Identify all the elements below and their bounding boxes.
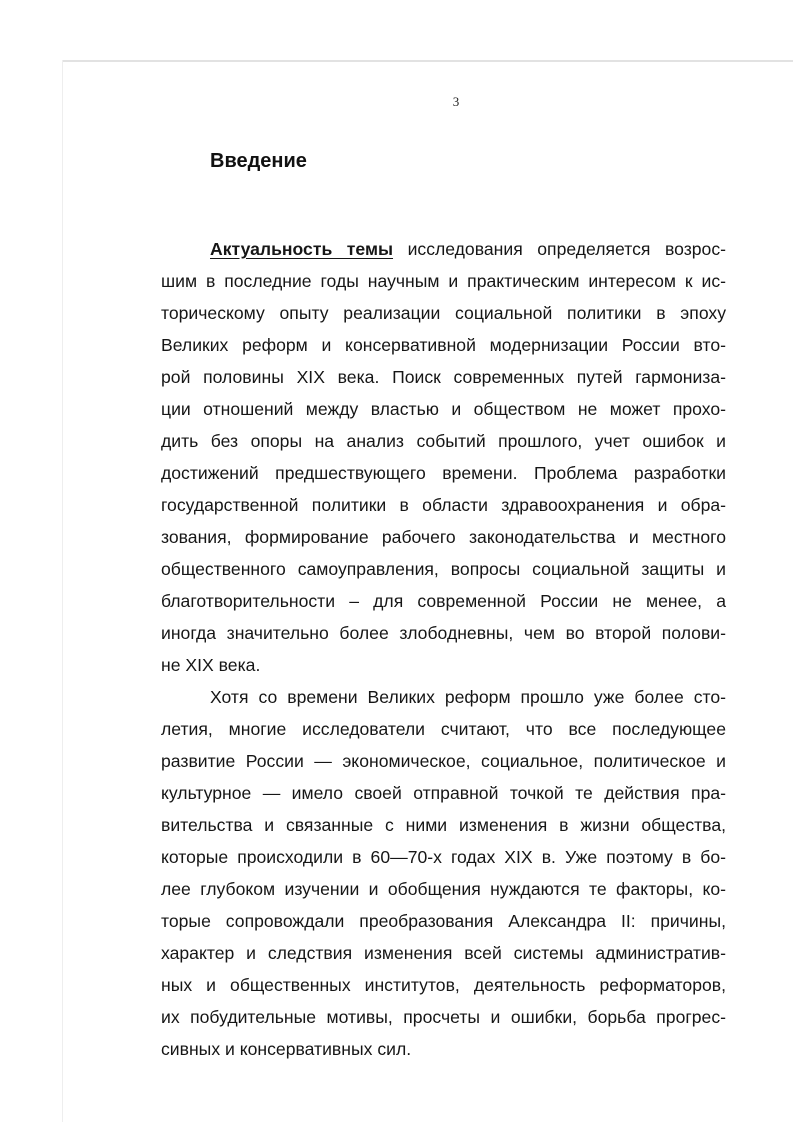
page-number: 3	[452, 94, 460, 109]
paragraph-line: ных и общественных институтов, деятельность реформаторов,	[161, 975, 726, 995]
paragraph-line: вительства и связанные с ними изменения в жизни общества,	[161, 815, 726, 835]
paragraph-line: зования, формирование рабочего законодательства и местного	[161, 527, 726, 547]
paragraph-line: достижений предшествующего времени. Проблема разработки	[161, 463, 726, 483]
paragraph-line: не XIX века.	[161, 655, 261, 675]
paragraph-line: Великих реформ и консервативной модернизации России вто-	[161, 335, 726, 355]
paragraph-line: характер и следствия изменения всей системы административ-	[161, 943, 726, 963]
paragraph-line: культурное — имело своей отправной точкой те действия пра-	[161, 783, 726, 803]
paragraph-line: лее глубоком изучении и обобщения нуждаются те факторы, ко-	[161, 879, 726, 899]
paragraph-1-line-1-text: исследования определяется возрос-	[393, 239, 726, 259]
paragraph-line: благотворительности – для современной России не менее, а	[161, 591, 726, 611]
lead-term: Актуальность темы	[210, 239, 394, 259]
paragraph-line: рой половины XIX века. Поиск современных путей гармониза-	[161, 367, 726, 387]
paragraph-line: Хотя со времени Великих реформ прошло уже более сто-	[210, 687, 726, 707]
paragraph-line: которые происходили в 60—70-х годах XIX в. Уже поэтому в бо-	[161, 847, 726, 867]
paragraph-line: развитие России — экономическое, социальное, политическое и	[161, 751, 726, 771]
scan-edge-top	[62, 60, 793, 62]
paragraph-line: торые сопровождали преобразования Александра II: причины,	[161, 911, 726, 931]
paragraph-line: сивных и консервативных сил.	[161, 1039, 412, 1059]
paragraph-line: ции отношений между властью и обществом не может прохо-	[161, 399, 726, 419]
paragraph-line: торическому опыту реализации социальной политики в эпоху	[161, 303, 726, 323]
paragraph-line: шим в последние годы научным и практическим интересом к ис-	[161, 271, 726, 291]
section-heading: Введение	[210, 150, 307, 172]
scan-edge-left	[62, 60, 63, 1122]
paragraph-1-line-1	[161, 233, 726, 265]
paragraph-line: государственной политики в области здравоохранения и обра-	[161, 495, 726, 515]
paragraph-line: общественного самоуправления, вопросы социальной защиты и	[161, 559, 726, 579]
body-text	[161, 233, 726, 1065]
paragraph-line: их побудительные мотивы, просчеты и ошибки, борьба прогрес-	[161, 1007, 726, 1027]
paragraph-line: летия, многие исследователи считают, что все последующее	[161, 719, 726, 739]
paragraph-line: иногда значительно более злободневны, чем во второй полови-	[161, 623, 726, 643]
paragraph-line: дить без опоры на анализ событий прошлого, учет ошибок и	[161, 431, 726, 451]
